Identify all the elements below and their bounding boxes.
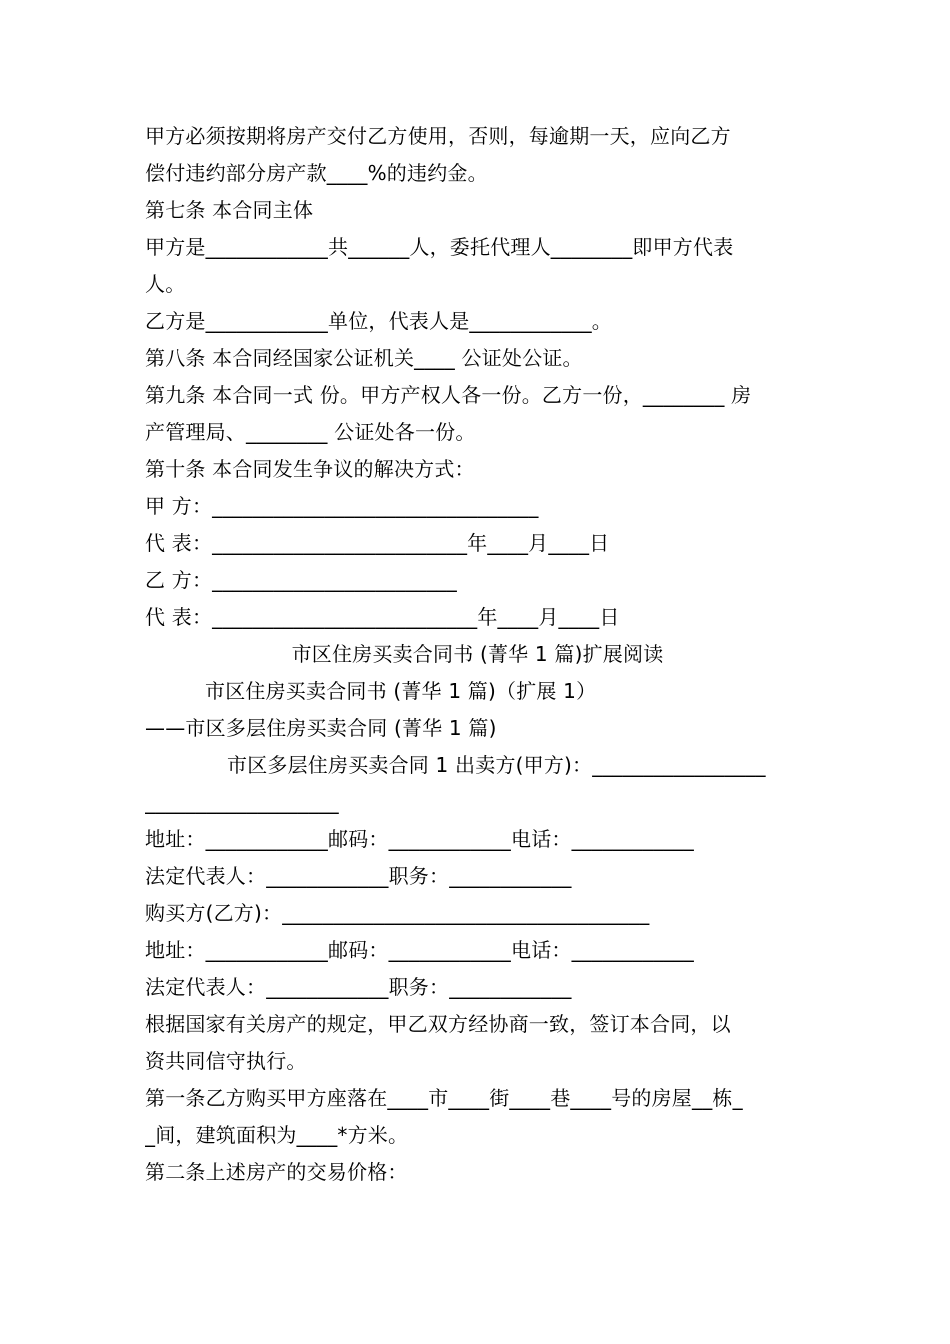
text-line: 资共同信守执行。 (145, 1049, 307, 1073)
text-line: ——市区多层住房买卖合同 (菁华 1 篇) (145, 716, 497, 740)
text-line: 法定代表人：____________职务：____________ (145, 864, 572, 888)
text-line: 地址：____________邮码：____________电话：____________ (145, 938, 694, 962)
text-line: ___________________ (145, 790, 339, 814)
text-line: 偿付违约部分房产款____%的违约金。 (145, 161, 488, 185)
signature-line: 代 表：_________________________年____月____日 (145, 531, 610, 555)
text-line: 根据国家有关房产的规定，甲乙双方经协商一致，签订本合同，以 (145, 1012, 731, 1036)
signature-line: 甲 方：________________________________ (145, 494, 539, 518)
text-line: 产管理局、________ 公证处各一份。 (145, 420, 476, 444)
signature-line: 乙 方：________________________ (145, 568, 457, 592)
text-line: 第一条乙方购买甲方座落在____市____街____巷____号的房屋__栋_ (145, 1086, 743, 1110)
text-line: 地址：____________邮码：____________电话：____________ (145, 827, 694, 851)
section-title: 市区住房买卖合同书 (菁华 1 篇)扩展阅读 (291, 642, 664, 666)
document-body (145, 118, 810, 1191)
text-line: 第二条上述房产的交易价格： (145, 1160, 408, 1184)
text-line: 第九条 本合同一式 份。甲方产权人各一份。乙方一份，________ 房 (145, 383, 752, 407)
text-line: 购买方(乙方)：____________________________________ (145, 901, 650, 925)
text-line: _间，建筑面积为____*方米。 (145, 1123, 409, 1147)
text-line: 人。 (145, 272, 186, 296)
text-line: 法定代表人：____________职务：____________ (145, 975, 572, 999)
section-subtitle: 市区住房买卖合同书 (菁华 1 篇)（扩展 1） (205, 679, 597, 703)
article-heading: 第七条 本合同主体 (145, 198, 314, 222)
text-line: 乙方是____________单位，代表人是____________。 (145, 309, 612, 333)
text-line: 第八条 本合同经国家公证机关____ 公证处公证。 (145, 346, 583, 370)
text-line: 甲方是____________共______人，委托代理人________即甲方代表 (145, 235, 734, 259)
text-line: 市区多层住房买卖合同 1 出卖方(甲方)：_________________ (227, 753, 766, 777)
text-line: 第十条 本合同发生争议的解决方式： (145, 457, 475, 481)
signature-line: 代 表：__________________________年____月____日 (145, 605, 620, 629)
text-line: 甲方必须按期将房产交付乙方使用，否则，每逾期一天，应向乙方 (145, 124, 731, 148)
